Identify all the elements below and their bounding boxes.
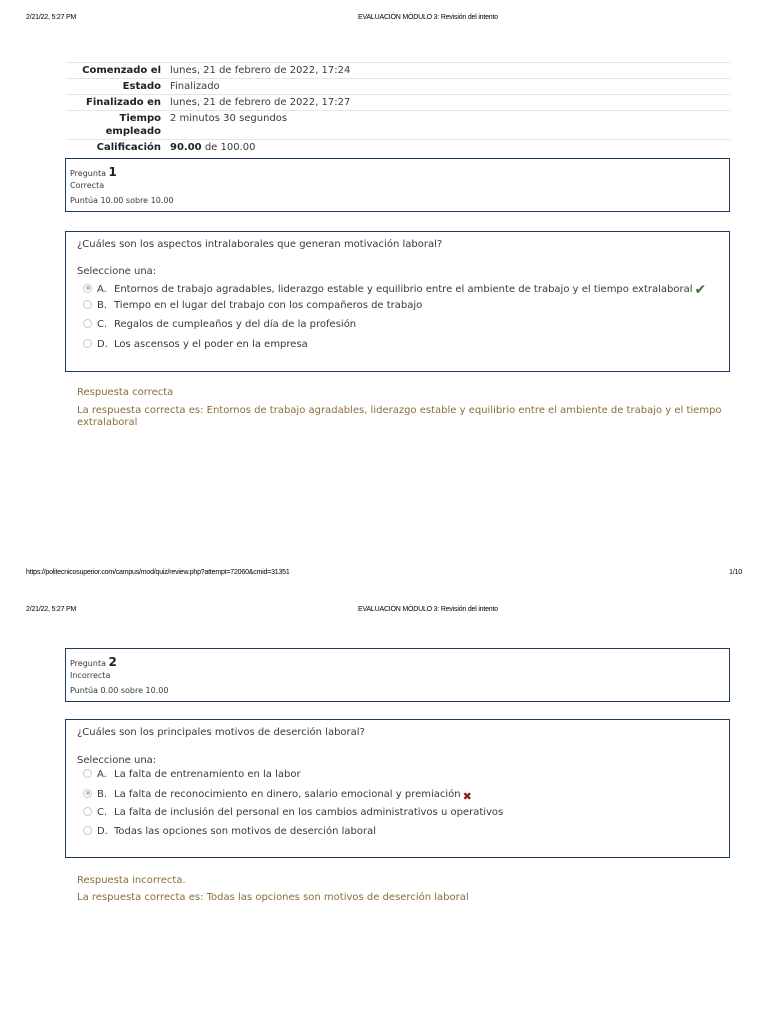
cross-icon: ✖ [462, 790, 472, 803]
print-url: https://politecnicosuperior.com/campus/mod/quiz/review.php?attempt=72060&cmid=31351 [26, 569, 290, 576]
option-text: Regalos de cumpleaños y del día de la profesión [114, 319, 357, 330]
question-state: Incorrecta [70, 671, 111, 680]
summary-value: 2 minutos 30 segundos [170, 111, 731, 140]
radio-button[interactable] [83, 826, 92, 835]
attempt-summary-table [66, 62, 731, 155]
question-text: ¿Cuáles son los principales motivos de deserción laboral? [77, 727, 365, 738]
question-number [70, 165, 117, 179]
summary-row [66, 111, 731, 140]
question-box [65, 719, 730, 858]
option-letter: D. [97, 826, 108, 837]
option-letter: A. [97, 284, 107, 295]
question-info-box [65, 158, 730, 212]
check-icon: ✔ [694, 282, 707, 298]
summary-label: Estado [66, 79, 170, 95]
radio-button[interactable] [83, 339, 92, 348]
answer-option[interactable] [83, 769, 301, 783]
answer-option[interactable] [83, 807, 503, 821]
summary-label: Calificación [66, 140, 170, 156]
option-letter: D. [97, 339, 108, 350]
option-text: La falta de reconocimiento en dinero, salario emocional y premiación [114, 789, 461, 800]
answer-option[interactable] [83, 300, 422, 314]
question-number [70, 655, 117, 669]
summary-value: lunes, 21 de febrero de 2022, 17:27 [170, 95, 731, 111]
option-text: La falta de entrenamiento en la labor [114, 769, 301, 780]
option-text: Los ascensos y el poder en la empresa [114, 339, 308, 350]
answer-option[interactable] [83, 319, 356, 333]
summary-label: Comenzado el [66, 63, 170, 79]
feedback-answer: La respuesta correcta es: Todas las opciones son motivos de deserción laboral [77, 892, 469, 903]
summary-row [66, 95, 731, 111]
grade-max: de 100.00 [201, 142, 256, 153]
print-date: 2/21/22, 5:27 PM [26, 14, 77, 21]
question-state: Correcta [70, 181, 105, 190]
question-box [65, 231, 730, 372]
option-letter: C. [97, 807, 108, 818]
option-letter: B. [97, 789, 108, 800]
summary-label: Tiempo empleado [66, 111, 170, 140]
option-letter: C. [97, 319, 108, 330]
print-title: EVALUACIÓN MÓDULO 3: Revisión del intento [358, 606, 498, 613]
option-text: La falta de inclusión del personal en los cambios administrativos u operativos [114, 807, 504, 818]
answer-option[interactable] [83, 787, 472, 801]
answer-prompt: Seleccione una: [77, 755, 157, 766]
print-header [0, 606, 768, 618]
answer-prompt: Seleccione una: [77, 266, 157, 277]
summary-value: lunes, 21 de febrero de 2022, 17:24 [170, 63, 731, 79]
summary-value [170, 140, 731, 156]
question-number-value: 1 [108, 165, 117, 179]
option-text: Entornos de trabajo agradables, liderazgo estable y equilibrio entre el ambiente de trabajo y el tiempo extralaboral [114, 284, 693, 295]
radio-button[interactable] [83, 300, 92, 309]
print-footer [0, 569, 768, 581]
print-date: 2/21/22, 5:27 PM [26, 606, 77, 613]
option-letter: B. [97, 300, 108, 311]
question-score: Puntúa 0.00 sobre 10.00 [70, 686, 169, 695]
radio-button[interactable] [83, 807, 92, 816]
summary-row [66, 79, 731, 95]
question-info-box [65, 648, 730, 702]
summary-value: Finalizado [170, 79, 731, 95]
question-score: Puntúa 10.00 sobre 10.00 [70, 196, 174, 205]
summary-label: Finalizado en [66, 95, 170, 111]
feedback-title: Respuesta correcta [77, 387, 174, 398]
feedback-answer: La respuesta correcta es: Entornos de trabajo agradables, liderazgo estable y equilibrio entre el ambiente de trabajo y el tiempo extralaboral [77, 405, 722, 428]
answer-option[interactable] [83, 280, 707, 298]
radio-button-selected[interactable] [83, 284, 92, 293]
option-text: Todas las opciones son motivos de deserción laboral [114, 826, 376, 837]
option-letter: A. [97, 769, 107, 780]
question-number-value: 2 [108, 655, 117, 669]
radio-button[interactable] [83, 769, 92, 778]
grade-value: 90.00 [170, 142, 202, 153]
answer-option[interactable] [83, 339, 308, 353]
question-label: Pregunta [70, 169, 106, 178]
page-number: 1/10 [729, 569, 742, 576]
summary-row [66, 140, 731, 156]
option-text: Tiempo en el lugar del trabajo con los compañeros de trabajo [114, 300, 423, 311]
radio-button-selected[interactable] [83, 789, 92, 798]
feedback-title: Respuesta incorrecta. [77, 875, 186, 886]
question-text: ¿Cuáles son los aspectos intralaborales que generan motivación laboral? [77, 239, 443, 250]
radio-button[interactable] [83, 319, 92, 328]
answer-option[interactable] [83, 826, 376, 840]
print-header [0, 14, 768, 26]
question-label: Pregunta [70, 659, 106, 668]
summary-row [66, 63, 731, 79]
print-title: EVALUACIÓN MÓDULO 3: Revisión del intento [358, 14, 498, 21]
